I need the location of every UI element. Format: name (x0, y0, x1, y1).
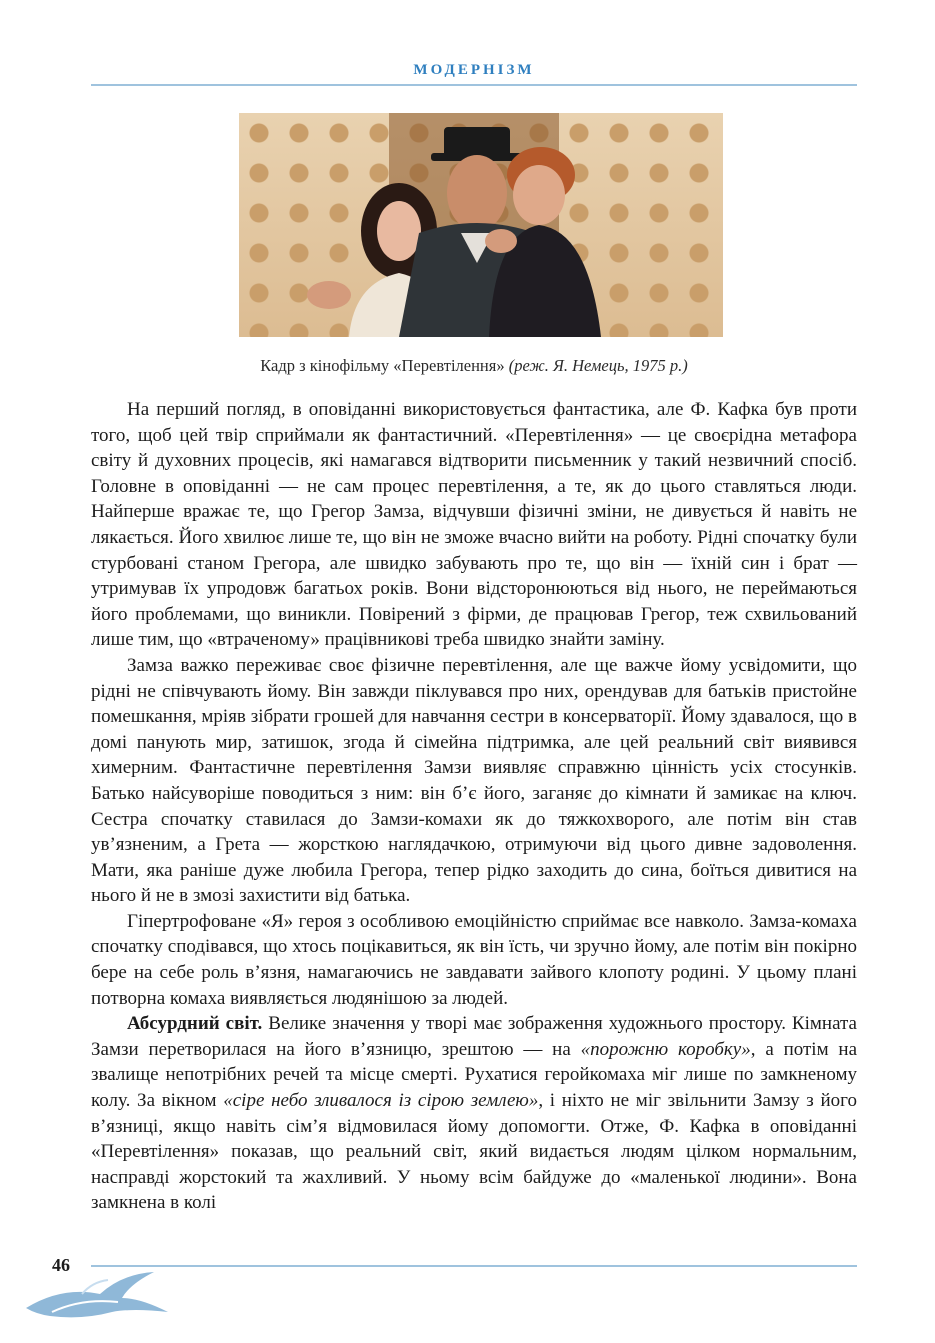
footer-divider (91, 1265, 857, 1267)
section-subheading: Абсурдний світ. (127, 1013, 263, 1035)
figure-caption (91, 356, 857, 376)
header-divider (91, 84, 857, 86)
paragraph-text: , і ніхто не міг звільнити Замзу з його в’язниці, якщо навіть сім’я відмовилася йому допомогти. Отже, Ф. Кафка в оповіданні «Перевтілення» показав, що реальний світ, який видається людям цілком нормальним, насправді жорстокий та жахливий. У ньому всім байдуже до «маленької людини». Вона замкнена в колі (91, 1090, 857, 1214)
film-still-photo (239, 113, 723, 337)
caption-director: (реж. Я. Немець, 1975 р.) (508, 356, 688, 375)
paragraph: Гіпертрофоване «Я» героя з особливою емоційністю сприймає все навколо. Замза-комаха спочатку сподівався, що хтось поцікавиться, як він їсть, чи зручно йому, але потім він покірно бере на себе роль в’язня, намагаючись не завдавати зайвого клопоту родині. У цьому плані потворна комаха виявляється людянішою за людей. (91, 910, 857, 1009)
paragraph: На перший погляд, в оповіданні використовується фантастика, але Ф. Кафка був проти того, щоб цей твір сприймали як фантастичний. «Перевтілення» — це своєрідна метафора світу й духовних процесів, які намагався відтворити письменник у такий незвичний спосіб. Головне в оповіданні — не сам процес перевтілення, а те, як до цього ставляться люди. Найперше вражає те, що Грегор Замза, відчувши фізичні зміни, не дивується й навіть не лякається. Його хвилює лише те, що він не зможе вчасно вийти на роботу. Рідні спочатку були стурбовані станом Грегора, але швидко забувають про те, що він — їхній син і брат — утримував їх упродовж багатьох років. Вони відсторонюються від нього, не переймаються його проблемами, що виникли. Повірений з фірми, де працював Грегор, теж схвильований лише тим, що «втраченому» працівникові треба швидко знайти заміну. (91, 399, 857, 651)
page-number: 46 (52, 1255, 70, 1275)
quote-text: «сіре небо зливалося із сірою землею» (223, 1090, 539, 1112)
paragraph (91, 1011, 857, 1216)
paragraph: Замза важко переживає своє фізичне перевтілення, але ще важче йому усвідомити, що рідні не співчувають йому. Він завжди піклувався про них, орендував для батьків пристойне помешкання, мріяв зібрати грошей для навчання сестри в консерваторії. Йому здавалося, що в домі панують мир, затишок, згода й сімейна підтримка, але цей реальний світ виявився химерним. Фантастичне перевтілення Замзи виявляє справжню цінність усіх стосунків. Батько найсуворіше поводиться з ним: він б’є його, заганяє до кімнати й замикає на ключ. Сестра спочатку ставилася до Замзи-комахи як до тяжкохворого, але потім він став ув’язненим, а Грета — жорсткою наглядачкою, отримуючи від цього дивне задоволення. Мати, яка раніше дуже любила Грегора, тепер рідко заходить до сина, боїться дивитися на нього й не в змозі захистити від батька. (91, 654, 857, 907)
bird-icon (22, 1268, 172, 1322)
section-header: МОДЕРНІЗМ (413, 62, 535, 78)
film-still-illustration (239, 113, 723, 337)
paragraph-text: , а потім на звалище непотрібних речей та місце смерті. Рухатися геройкомаха міг лише по замкненому колу. За вікном (91, 1038, 858, 1112)
quote-text: «порожню коробку» (580, 1038, 751, 1060)
caption-text: Кадр з кінофільму «Перевтілення» (260, 356, 505, 375)
paragraph-text: Велике значення у творі має зображення художнього простору. Кімната Замзи перетворилася на його в’язницю, зрештою — на (91, 1013, 857, 1060)
article-body (91, 397, 857, 1216)
